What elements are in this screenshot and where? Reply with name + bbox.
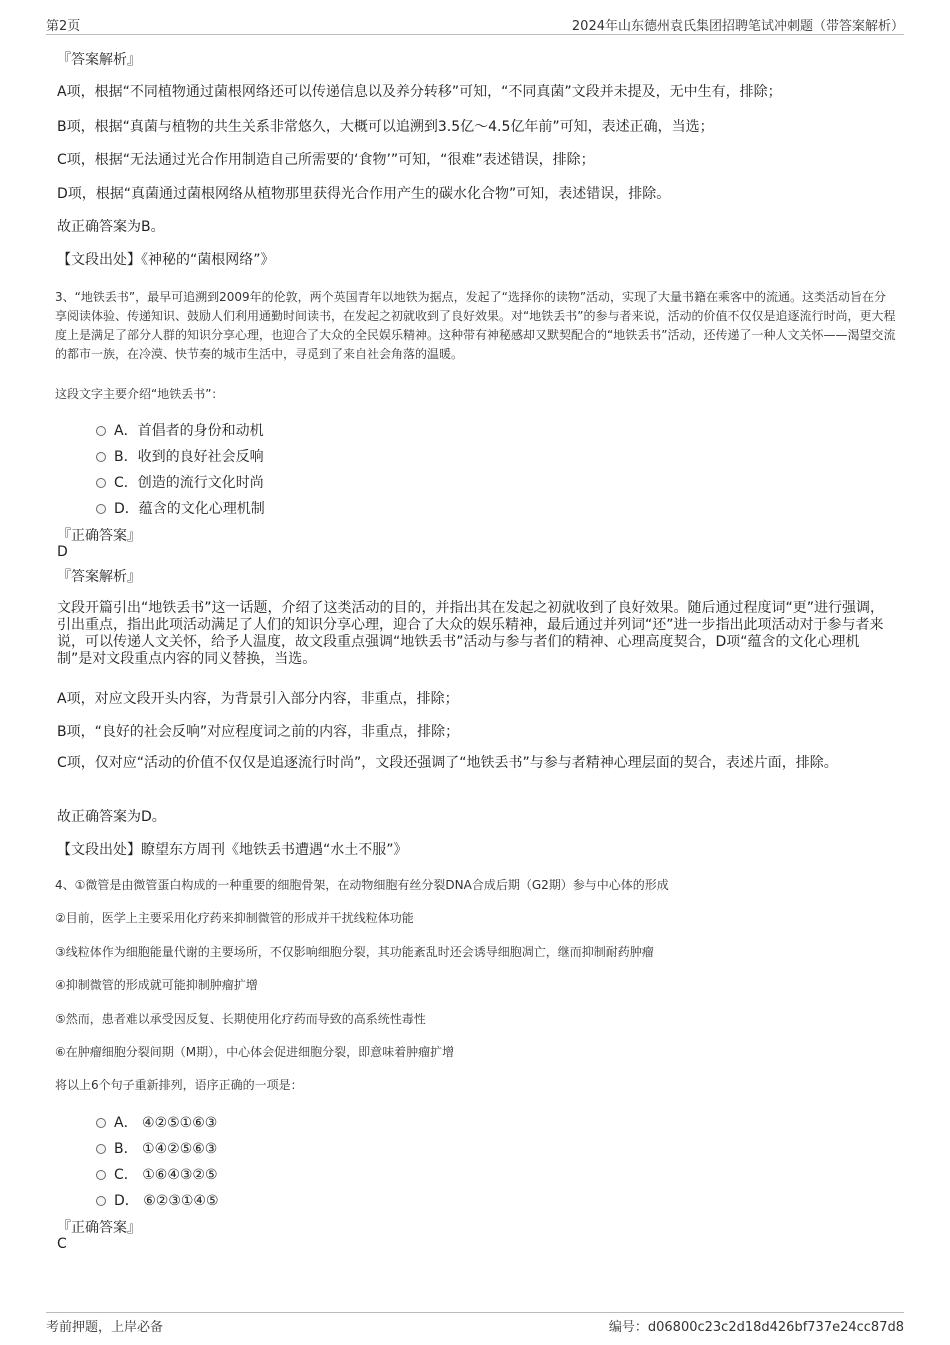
q4-sentence-3: ③线粒体作为细胞能量代谢的主要场所，不仅影响细胞分裂，其功能紊乱时还会诱导细胞凋亡，继而抑制耐药肿瘤 [55,945,654,959]
q3-question: 这段文字主要介绍“地铁丢书”： [55,387,224,401]
q4-answer-label: 『正确答案』 [57,1220,141,1236]
q2-source: 【文段出处】《神秘的“菌根网络”》 [57,252,275,268]
q4-option-b[interactable]: B． ①④②⑤⑥③ [96,1138,217,1158]
radio-icon[interactable] [96,426,106,436]
q4-sentence-5: ⑤然而，患者难以承受因反复、长期使用化疗药而导致的高系统性毒性 [55,1012,426,1026]
radio-icon[interactable] [96,504,106,514]
q3-option-c[interactable]: C．创造的流行文化时尚 [96,472,264,492]
q4-question: 将以上6个句子重新排列，语序正确的一项是： [55,1078,303,1092]
radio-icon[interactable] [96,1196,106,1206]
q4-sentence-6: ⑥在肿瘤细胞分裂间期（M期），中心体会促进细胞分裂，即意味着肿瘤扩增 [55,1045,455,1059]
q4-sentence-4: ④抑制微管的形成就可能抑制肿瘤扩增 [55,978,258,992]
radio-icon[interactable] [96,452,106,462]
q4-option-c[interactable]: C． ①⑥④③②⑤ [96,1164,218,1184]
radio-icon[interactable] [96,1118,106,1128]
q3-option-d[interactable]: D．蕴含的文化心理机制 [96,498,265,518]
page-footer [46,1312,904,1335]
q4-option-a[interactable]: A． ④②⑤①⑥③ [96,1112,217,1132]
q3-analysis-a: A项，对应文段开头内容，为背景引入部分内容，非重点，排除； [57,691,459,707]
radio-icon[interactable] [96,1170,106,1180]
q3-answer-label: 『正确答案』 [57,528,141,544]
q2-analysis-a: A项，根据“不同植物通过菌根网络还可以传递信息以及养分转移”可知，“不同真菌”文段并未提及，无中生有，排除； [57,84,782,100]
page-header [46,12,904,35]
q3-source: 【文段出处】瞭望东方周刊《地铁丢书遭遇“水土不服”》 [57,842,408,858]
q3-option-b[interactable]: B．收到的良好社会反响 [96,446,264,466]
q3-answer: D [57,544,68,560]
document-title: 2024年山东德州袁氏集团招聘笔试冲刺题（带答案解析） [571,19,904,34]
q3-analysis-c: C项，仅对应“活动的价值不仅仅是追逐流行时尚”，文段还强调了“地铁丢书”与参与者精神心理层面的契合，表述片面，排除。 [57,755,838,771]
q2-analysis-d: D项，根据“真菌通过菌根网络从植物那里获得光合作用产生的碳水化合物”可知，表述错误，排除。 [57,186,671,202]
q2-conclusion: 故正确答案为B。 [57,219,165,235]
q2-analysis-b: B项，根据“真菌与植物的共生关系非常悠久，大概可以追溯到3.5亿～4.5亿年前”可知，表述正确，当选； [57,119,714,135]
q3-stem: 3、“地铁丢书”，最早可追溯到2009年的伦敦，两个英国青年以地铁为据点，发起了“选择你的读物”活动，实现了大量书籍在乘客中的流通。这类活动旨在分享阅读体验、传递知识、鼓励人们利用通勤时间读书，在发起之初就收到了良好效果。对“地铁丢书”的参与者来说，活动的价值不仅仅是追逐流行时尚，更大程度上是满足了部分人群的知识分享心理，也迎合了大众的全民娱乐精神。这种带有神秘感却又默契配合的“地铁丢书”活动，还传递了一种人文关怀——渴望交流的都市一族，在冷漠、快节奏的城市生活中，寻觅到了来自社会角落的温暖。 [55,290,896,361]
q4-answer: C [57,1236,67,1252]
q4-option-d[interactable]: D． ⑥②③①④⑤ [96,1190,219,1210]
q4-sentence-2: ②目前，医学上主要采用化疗药来抑制微管的形成并干扰线粒体功能 [55,911,414,925]
q4-sentence-1: 4、①微管是由微管蛋白构成的一种重要的细胞骨架，在动物细胞有丝分裂DNA合成后期（G2期）参与中心体的形成 [55,878,669,892]
document-id: 编号：d06800c23c2d18d426bf737e24cc87d8 [608,1320,904,1335]
page-number: 第2页 [46,19,81,34]
q3-analysis-b: B项，“良好的社会反响”对应程度词之前的内容，非重点，排除； [57,724,460,740]
q3-analysis-label: 『答案解析』 [57,569,141,585]
footer-slogan: 考前押题，上岸必备 [46,1320,164,1335]
q3-option-a[interactable]: A．首倡者的身份和动机 [96,420,264,440]
radio-icon[interactable] [96,478,106,488]
q2-analysis-label: 『答案解析』 [57,52,141,68]
radio-icon[interactable] [96,1144,106,1154]
q3-conclusion: 故正确答案为D。 [57,809,166,825]
q2-analysis-c: C项，根据“无法通过光合作用制造自己所需要的‘食物’”可知，“很难”表述错误，排除； [57,152,595,168]
q3-analysis: 文段开篇引出“地铁丢书”这一话题，介绍了这类活动的目的，并指出其在发起之初就收到了良好效果。随后通过程度词“更”进行强调，引出重点，指出此项活动满足了人们的知识分享心理，迎合了大众的娱乐精神，最后通过并列词“还”进一步指出此项活动对于参与者来说，可以传递人文关怀，给予人温度，故文段重点强调“地铁丢书”活动与参与者们的精神、心理高度契合，D项“蕴含的文化心理机制”是对文段重点内容的同义替换，当选。 [57,600,885,667]
